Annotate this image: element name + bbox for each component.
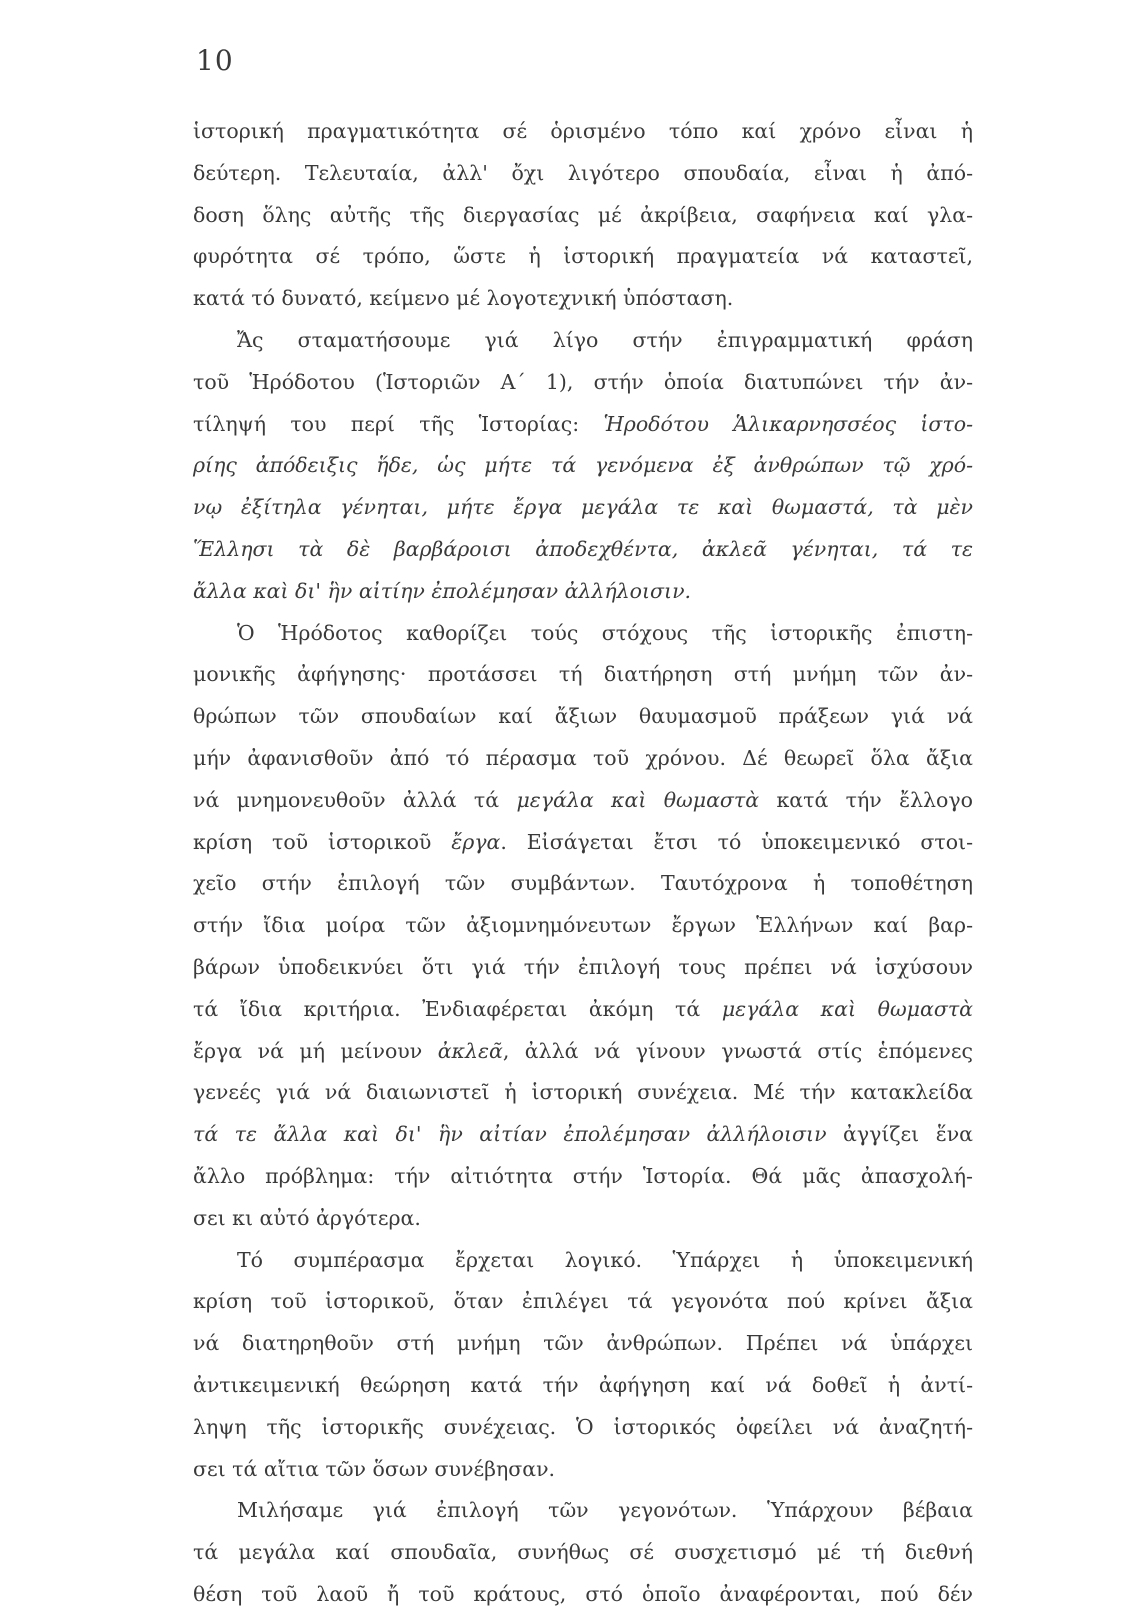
text-line bbox=[193, 1326, 973, 1360]
text-line bbox=[193, 448, 973, 482]
text-run: μονικῆς ἀφήγησης· προτάσσει τή διατήρηση στή μνήμη τῶν ἀν- bbox=[193, 662, 973, 687]
text-run: στήν ἴδια μοίρα τῶν ἀξιομνημόνευτων ἔργων Ἑλλήνων καί βαρ- bbox=[193, 913, 973, 938]
text-run: σει τά αἴτια τῶν ὅσων συνέβησαν. bbox=[193, 1456, 556, 1481]
text-run: τά μεγάλα καί σπουδαῖα, συνήθως σέ συσχετισμό μέ τή διεθνή bbox=[193, 1540, 973, 1565]
text-run: γενεές γιά νά διαιωνιστεῖ ἡ ἱστορική συνέχεια. Μέ τήν κατακλείδα bbox=[193, 1080, 973, 1105]
text-run: κρίση τοῦ ἱστορικοῦ bbox=[193, 829, 452, 854]
text-line bbox=[193, 741, 973, 775]
text-run: κατά τό δυνατό, κείμενο μέ λογοτεχνική ὑπόσταση. bbox=[193, 286, 734, 311]
text-run: Μιλήσαμε γιά ἐπιλογή τῶν γεγονότων. Ὑπάρχουν βέβαια bbox=[237, 1498, 973, 1523]
text-line bbox=[193, 616, 973, 650]
text-run: ἄλλο πρόβλημα: τήν αἰτιότητα στήν Ἱστορία. Θά μᾶς ἀπασχολή- bbox=[193, 1164, 973, 1188]
text-line bbox=[193, 783, 973, 817]
text-line bbox=[193, 1117, 973, 1151]
text-line bbox=[193, 992, 973, 1026]
text-line bbox=[193, 699, 973, 733]
text-line bbox=[193, 1368, 973, 1402]
text-line bbox=[193, 239, 973, 273]
italic-quote: ἔργα bbox=[451, 829, 501, 854]
text-line bbox=[193, 1159, 973, 1193]
text-run: . Εἰσάγεται ἔτσι τό ὑποκειμενικό στοι- bbox=[500, 829, 973, 854]
text-run: δοση ὅλης αὐτῆς τῆς διεργασίας μέ ἀκρίβεια, σαφήνεια καί γλα- bbox=[193, 202, 973, 227]
text-run: Ὁ Ἡρόδοτος καθορίζει τούς στόχους τῆς ἱστορικῆς ἐπιστη- bbox=[237, 620, 973, 645]
text-run: νά διατηρηθοῦν στή μνήμη τῶν ἀνθρώπων. Πρέπει νά ὑπάρχει bbox=[193, 1331, 973, 1356]
text-line bbox=[193, 657, 973, 691]
italic-quote: Ἕλλησι τὰ δὲ βαρβάροισι ἀποδεχθέντα, ἀκλεᾶ γένηται, τά τε bbox=[193, 537, 973, 561]
text-run: ἱστορική πραγματικότητα σέ ὁρισμένο τόπο καί χρόνο εἶναι ἡ bbox=[193, 119, 973, 143]
text-run: τά ἴδια κριτήρια. Ἐνδιαφέρεται ἀκόμη τά bbox=[193, 996, 722, 1021]
italic-quote: ἄλλα καὶ δι' ἣν αἰτίην ἐπολέμησαν ἀλλήλοισιν. bbox=[193, 578, 692, 603]
text-run: ἀντικειμενική θεώρηση κατά τήν ἀφήγηση καί νά δοθεῖ ἡ ἀντί- bbox=[193, 1373, 973, 1397]
italic-quote: ἀκλεᾶ bbox=[437, 1038, 503, 1063]
text-line bbox=[193, 1452, 973, 1486]
italic-quote: νῳ ἐξίτηλα γένηται, μήτε ἔργα μεγάλα τε καὶ θωμαστά, τὰ μὲν bbox=[193, 495, 973, 520]
text-run: Ἄς σταματήσουμε γιά λίγο στήν ἐπιγραμματική φράση bbox=[237, 328, 973, 352]
italic-quote: τά τε ἄλλα καὶ δι' ἣν αἰτίαν ἐπολέμησαν ἀλλήλοισιν bbox=[193, 1122, 827, 1147]
text-run: δεύτερη. Τελευταία, ἀλλ' ὄχι λιγότερο σπουδαία, εἶναι ἡ ἀπό- bbox=[193, 160, 973, 185]
text-run: μήν ἀφανισθοῦν ἀπό τό πέρασμα τοῦ χρόνου. Δέ θεωρεῖ ὅλα ἄξια bbox=[193, 746, 973, 770]
italic-quote: ρίης ἀπόδειξις ἥδε, ὡς μήτε τά γενόμενα ἐξ ἀνθρώπων τῷ χρό- bbox=[193, 453, 973, 478]
text-line bbox=[193, 1493, 973, 1527]
text-line bbox=[193, 1201, 973, 1235]
text-run: κατά τήν ἔλλογο bbox=[759, 787, 973, 812]
text-line bbox=[193, 323, 973, 357]
text-run: θέση τοῦ λαοῦ ἤ τοῦ κράτους, στό ὁποῖο ἀναφέρονται, πού δέν bbox=[193, 1582, 973, 1606]
text-line bbox=[193, 407, 973, 441]
text-line bbox=[193, 1535, 973, 1569]
text-line bbox=[193, 532, 973, 566]
text-line bbox=[193, 281, 973, 315]
text-run: ἀγγίζει ἕνα bbox=[826, 1122, 974, 1147]
text-line bbox=[193, 950, 973, 984]
text-line bbox=[193, 1243, 973, 1277]
text-line bbox=[193, 1410, 973, 1444]
text-run: βάρων ὑποδεικνύει ὅτι γιά τήν ἐπιλογή τους πρέπει νά ἰσχύσουν bbox=[193, 955, 973, 979]
text-run: τίληψή του περί τῆς Ἱστορίας: bbox=[193, 411, 604, 436]
text-line bbox=[193, 908, 973, 942]
text-run: χεῖο στήν ἐπιλογή τῶν συμβάντων. Ταυτόχρονα ἡ τοποθέτηση bbox=[193, 871, 973, 896]
text-line bbox=[193, 490, 973, 524]
text-line bbox=[193, 1577, 973, 1611]
text-line bbox=[193, 1034, 973, 1068]
text-line bbox=[193, 866, 973, 900]
italic-quote: Ἡροδότου Ἁλικαρνησσέος ἱστο- bbox=[603, 411, 973, 436]
text-line bbox=[193, 1075, 973, 1109]
text-line bbox=[193, 825, 973, 859]
text-run: , ἀλλά νά γίνουν γνωστά στίς ἑπόμενες bbox=[502, 1038, 973, 1063]
text-run: κρίση τοῦ ἱστορικοῦ, ὅταν ἐπιλέγει τά γεγονότα πού κρίνει ἄξια bbox=[193, 1289, 973, 1314]
text-run: ἔργα νά μή μείνουν bbox=[193, 1038, 438, 1063]
italic-quote: μεγάλα καὶ θωμαστὰ bbox=[721, 996, 973, 1021]
page-number: 10 bbox=[196, 44, 234, 77]
text-run: νά μνημονευθοῦν ἀλλά τά bbox=[193, 787, 517, 812]
italic-quote: μεγάλα καὶ θωμαστὰ bbox=[516, 787, 760, 812]
text-run: φυρότητα σέ τρόπο, ὥστε ἡ ἱστορική πραγματεία νά καταστεῖ, bbox=[193, 244, 973, 269]
text-line bbox=[193, 1284, 973, 1318]
text-run: ληψη τῆς ἱστορικῆς συνέχειας. Ὁ ἱστορικός ὀφείλει νά ἀναζητή- bbox=[193, 1414, 973, 1439]
text-run: θρώπων τῶν σπουδαίων καί ἄξιων θαυμασμοῦ πράξεων γιά νά bbox=[193, 704, 973, 729]
text-line bbox=[193, 574, 973, 608]
text-run: τοῦ Ἡρόδοτου (Ἱστοριῶν Α΄ 1), στήν ὁποία διατυπώνει τήν ἀν- bbox=[193, 369, 973, 394]
text-line bbox=[193, 198, 973, 232]
text-line bbox=[193, 114, 973, 148]
text-run: Τό συμπέρασμα ἔρχεται λογικό. Ὑπάρχει ἡ ὑποκειμενική bbox=[237, 1247, 973, 1272]
text-line bbox=[193, 156, 973, 190]
text-run: σει κι αὐτό ἀργότερα. bbox=[193, 1205, 421, 1230]
text-line bbox=[193, 365, 973, 399]
